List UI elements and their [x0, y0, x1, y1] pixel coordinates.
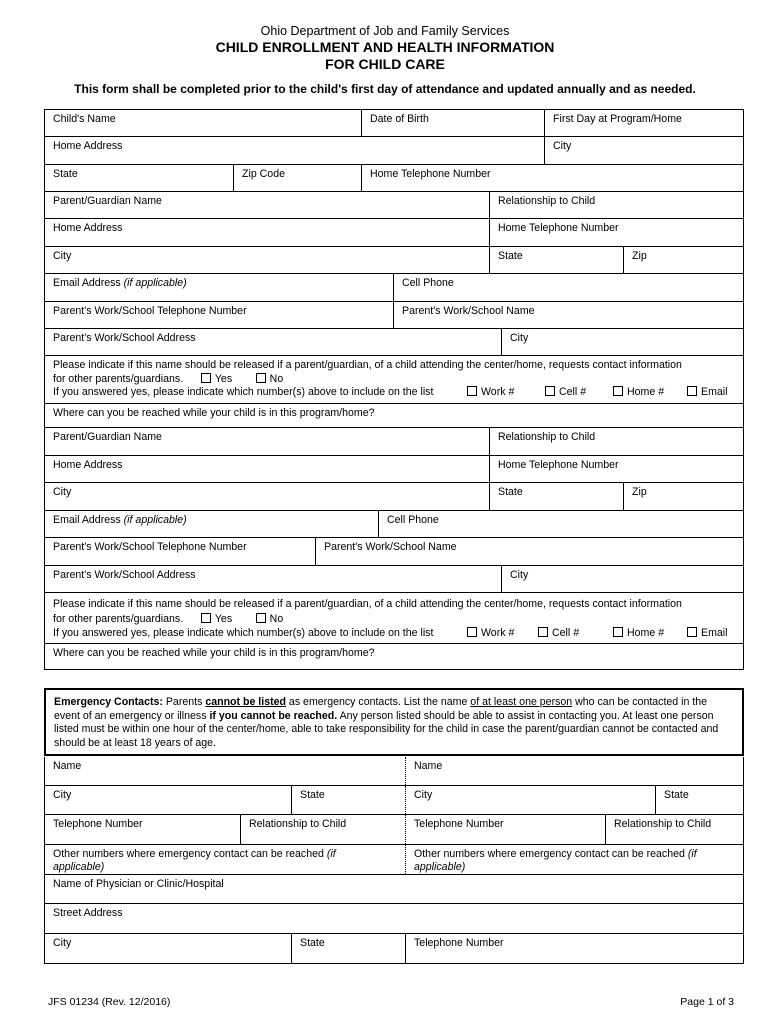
- em1-relationship-field[interactable]: Relationship to Child: [240, 815, 405, 844]
- g1-row-1: [44, 192, 744, 219]
- g1-release-text: Please indicate if this name should be released if a parent/guardian, of a child attending the center/home, requests contact information: [53, 359, 682, 371]
- g1-zip-field[interactable]: Zip: [623, 247, 744, 273]
- g2-work-city-field[interactable]: City: [501, 566, 744, 592]
- em-row-name: [44, 757, 744, 786]
- g1-relationship-field[interactable]: Relationship to Child: [489, 192, 744, 218]
- g1-city-field[interactable]: City: [53, 250, 72, 262]
- em2-name-field[interactable]: Name: [405, 757, 744, 785]
- physician-phone-field[interactable]: Telephone Number: [405, 934, 744, 963]
- first-day-field[interactable]: First Day at Program/Home: [544, 110, 744, 136]
- g1-home-option[interactable]: Home #: [613, 386, 664, 400]
- g1-row-2: [44, 219, 744, 247]
- g2-email-checkbox[interactable]: [687, 627, 697, 637]
- g1-cell-option[interactable]: Cell #: [545, 386, 586, 400]
- g1-work-city-field[interactable]: City: [501, 329, 744, 355]
- child-row-2: [44, 137, 744, 165]
- g2-city-field[interactable]: City: [53, 486, 72, 498]
- date-of-birth-field[interactable]: Date of Birth: [361, 110, 544, 136]
- g2-cell-checkbox[interactable]: [538, 627, 548, 637]
- g1-email-checkbox[interactable]: [687, 386, 697, 396]
- g2-row-1: [44, 428, 744, 456]
- em1-city-field[interactable]: City: [53, 789, 72, 801]
- form-title-line1: CHILD ENROLLMENT AND HEALTH INFORMATION: [215, 39, 555, 55]
- g1-row-3: [44, 247, 744, 274]
- physician-state-field[interactable]: State: [291, 934, 405, 963]
- g2-release-line2: for other parents/guardians. Yes No: [53, 612, 284, 625]
- g1-email-option[interactable]: Email: [687, 386, 728, 400]
- physician-row-city: [44, 934, 744, 964]
- g2-row-2: [44, 456, 744, 483]
- child-state-field[interactable]: State: [53, 168, 78, 180]
- g1-email-field[interactable]: Email Address (if applicable): [53, 277, 187, 289]
- em1-name-field[interactable]: Name: [53, 760, 82, 772]
- em2-state-field[interactable]: State: [655, 786, 744, 814]
- g2-email-field[interactable]: Email Address (if applicable): [53, 514, 187, 526]
- child-zip-field[interactable]: Zip Code: [233, 165, 361, 191]
- g2-reach-row: [44, 644, 744, 670]
- g2-work-name-field[interactable]: Parent's Work/School Name: [315, 538, 744, 565]
- g1-home-phone-field[interactable]: Home Telephone Number: [489, 219, 744, 246]
- g2-row-6: [44, 566, 744, 593]
- g1-row-6: [44, 329, 744, 356]
- emergency-contacts-notice: Emergency Contacts: Parents cannot be listed as emergency contacts. List the name of at least one person who can be contacted in the event of an emergency or illness if you cannot be reached. Any person listed should be able to assist in contacting you. At least one person listed must be within one hour of the center/home, able to take responsibility for the child in case the parent/guardian cannot be contacted and should be at least 18 years of age.: [44, 688, 744, 756]
- g1-state-field[interactable]: State: [489, 247, 623, 273]
- g2-home-address-field[interactable]: Home Address: [53, 459, 123, 471]
- physician-city-field[interactable]: City: [53, 937, 72, 949]
- g2-home-phone-field[interactable]: Home Telephone Number: [489, 456, 744, 482]
- child-row-1: [44, 109, 744, 137]
- g1-work-address-field[interactable]: Parent's Work/School Address: [53, 332, 196, 344]
- em-row-city: [44, 786, 744, 815]
- g2-no-checkbox[interactable]: [256, 613, 266, 623]
- g2-row-3: [44, 483, 744, 511]
- em1-other-numbers-field[interactable]: Other numbers where emergency contact can be reached (if applicable): [53, 848, 336, 873]
- form-title-line2: FOR CHILD CARE: [325, 56, 445, 72]
- physician-row-street: [44, 904, 744, 934]
- g1-numbers-line: If you answered yes, please indicate which number(s) above to include on the list Work # Cell # Home # Email: [53, 386, 728, 399]
- g1-work-checkbox[interactable]: [467, 386, 477, 396]
- g2-state-field[interactable]: State: [489, 483, 623, 510]
- g1-reach-row: [44, 404, 744, 428]
- g1-release-line2: for other parents/guardians. Yes No: [53, 372, 284, 385]
- child-home-address-field[interactable]: Home Address: [53, 140, 123, 152]
- g2-row-4: [44, 511, 744, 538]
- g2-yes-checkbox[interactable]: [201, 613, 211, 623]
- g1-work-phone-field[interactable]: Parent's Work/School Telephone Number: [53, 305, 247, 317]
- em2-city-field[interactable]: City: [405, 786, 655, 814]
- g1-row-4: [44, 274, 744, 302]
- em2-other-numbers-field[interactable]: Other numbers where emergency contact can be reached (if applicable): [405, 845, 744, 874]
- em1-phone-field[interactable]: Telephone Number: [53, 818, 143, 830]
- physician-row-name: [44, 875, 744, 904]
- form-header: [0, 24, 770, 73]
- g2-row-5: [44, 538, 744, 566]
- g2-release-block: [44, 593, 744, 644]
- g1-row-5: [44, 302, 744, 329]
- g1-reach-field[interactable]: Where can you be reached while your child is in this program/home?: [53, 407, 375, 419]
- em-row-phone: [44, 815, 744, 845]
- child-row-3: [44, 165, 744, 192]
- g1-no-checkbox[interactable]: [256, 373, 266, 383]
- g1-yes-checkbox[interactable]: [201, 373, 211, 383]
- agency-name: Ohio Department of Job and Family Services: [260, 24, 510, 38]
- g2-home-checkbox[interactable]: [613, 627, 623, 637]
- physician-street-field[interactable]: Street Address: [53, 907, 123, 919]
- g2-work-address-field[interactable]: Parent's Work/School Address: [53, 569, 196, 581]
- child-city-field[interactable]: City: [544, 137, 744, 164]
- child-home-phone-field[interactable]: Home Telephone Number: [361, 165, 744, 191]
- em2-relationship-field[interactable]: Relationship to Child: [605, 815, 744, 844]
- g2-work-option[interactable]: Work #: [467, 626, 514, 641]
- page-number: Page 1 of 3: [680, 996, 734, 1008]
- em1-state-field[interactable]: State: [291, 786, 405, 814]
- em2-phone-field[interactable]: Telephone Number: [405, 815, 605, 844]
- emergency-contacts-table: [44, 757, 744, 964]
- form-id: JFS 01234 (Rev. 12/2016): [48, 996, 171, 1008]
- g1-release-block: [44, 356, 744, 404]
- g2-cell-option[interactable]: Cell #: [538, 626, 579, 641]
- g2-relationship-field[interactable]: Relationship to Child: [489, 428, 744, 455]
- physician-name-field[interactable]: Name of Physician or Clinic/Hospital: [53, 878, 224, 890]
- g1-work-name-field[interactable]: Parent's Work/School Name: [393, 302, 744, 328]
- g2-email-option[interactable]: Email: [687, 626, 728, 641]
- g1-cell-checkbox[interactable]: [545, 386, 555, 396]
- g2-home-option[interactable]: Home #: [613, 626, 664, 641]
- g1-home-address-field[interactable]: Home Address: [53, 222, 123, 234]
- g1-cell-phone-field[interactable]: Cell Phone: [393, 274, 744, 301]
- g2-zip-field[interactable]: Zip: [623, 483, 744, 510]
- g2-work-phone-field[interactable]: Parent's Work/School Telephone Number: [53, 541, 247, 553]
- child-section: [44, 109, 744, 670]
- form-instruction: This form shall be completed prior to the child's first day of attendance and updated annually and as needed.: [74, 82, 696, 96]
- g2-work-checkbox[interactable]: [467, 627, 477, 637]
- em-row-other: [44, 845, 744, 875]
- g2-name-field[interactable]: Parent/Guardian Name: [53, 431, 162, 443]
- g2-release-text: Please indicate if this name should be released if a parent/guardian, of a child attending the center/home, requests contact information: [53, 598, 682, 610]
- g1-name-field[interactable]: Parent/Guardian Name: [53, 195, 162, 207]
- g2-numbers-line: If you answered yes, please indicate which number(s) above to include on the list Work # Cell # Home # Email: [53, 627, 728, 640]
- g1-work-option[interactable]: Work #: [467, 386, 514, 400]
- g1-home-checkbox[interactable]: [613, 386, 623, 396]
- child-name-field[interactable]: Child's Name: [53, 113, 116, 125]
- g2-cell-phone-field[interactable]: Cell Phone: [378, 511, 744, 537]
- g2-reach-field[interactable]: Where can you be reached while your child is in this program/home?: [53, 647, 375, 659]
